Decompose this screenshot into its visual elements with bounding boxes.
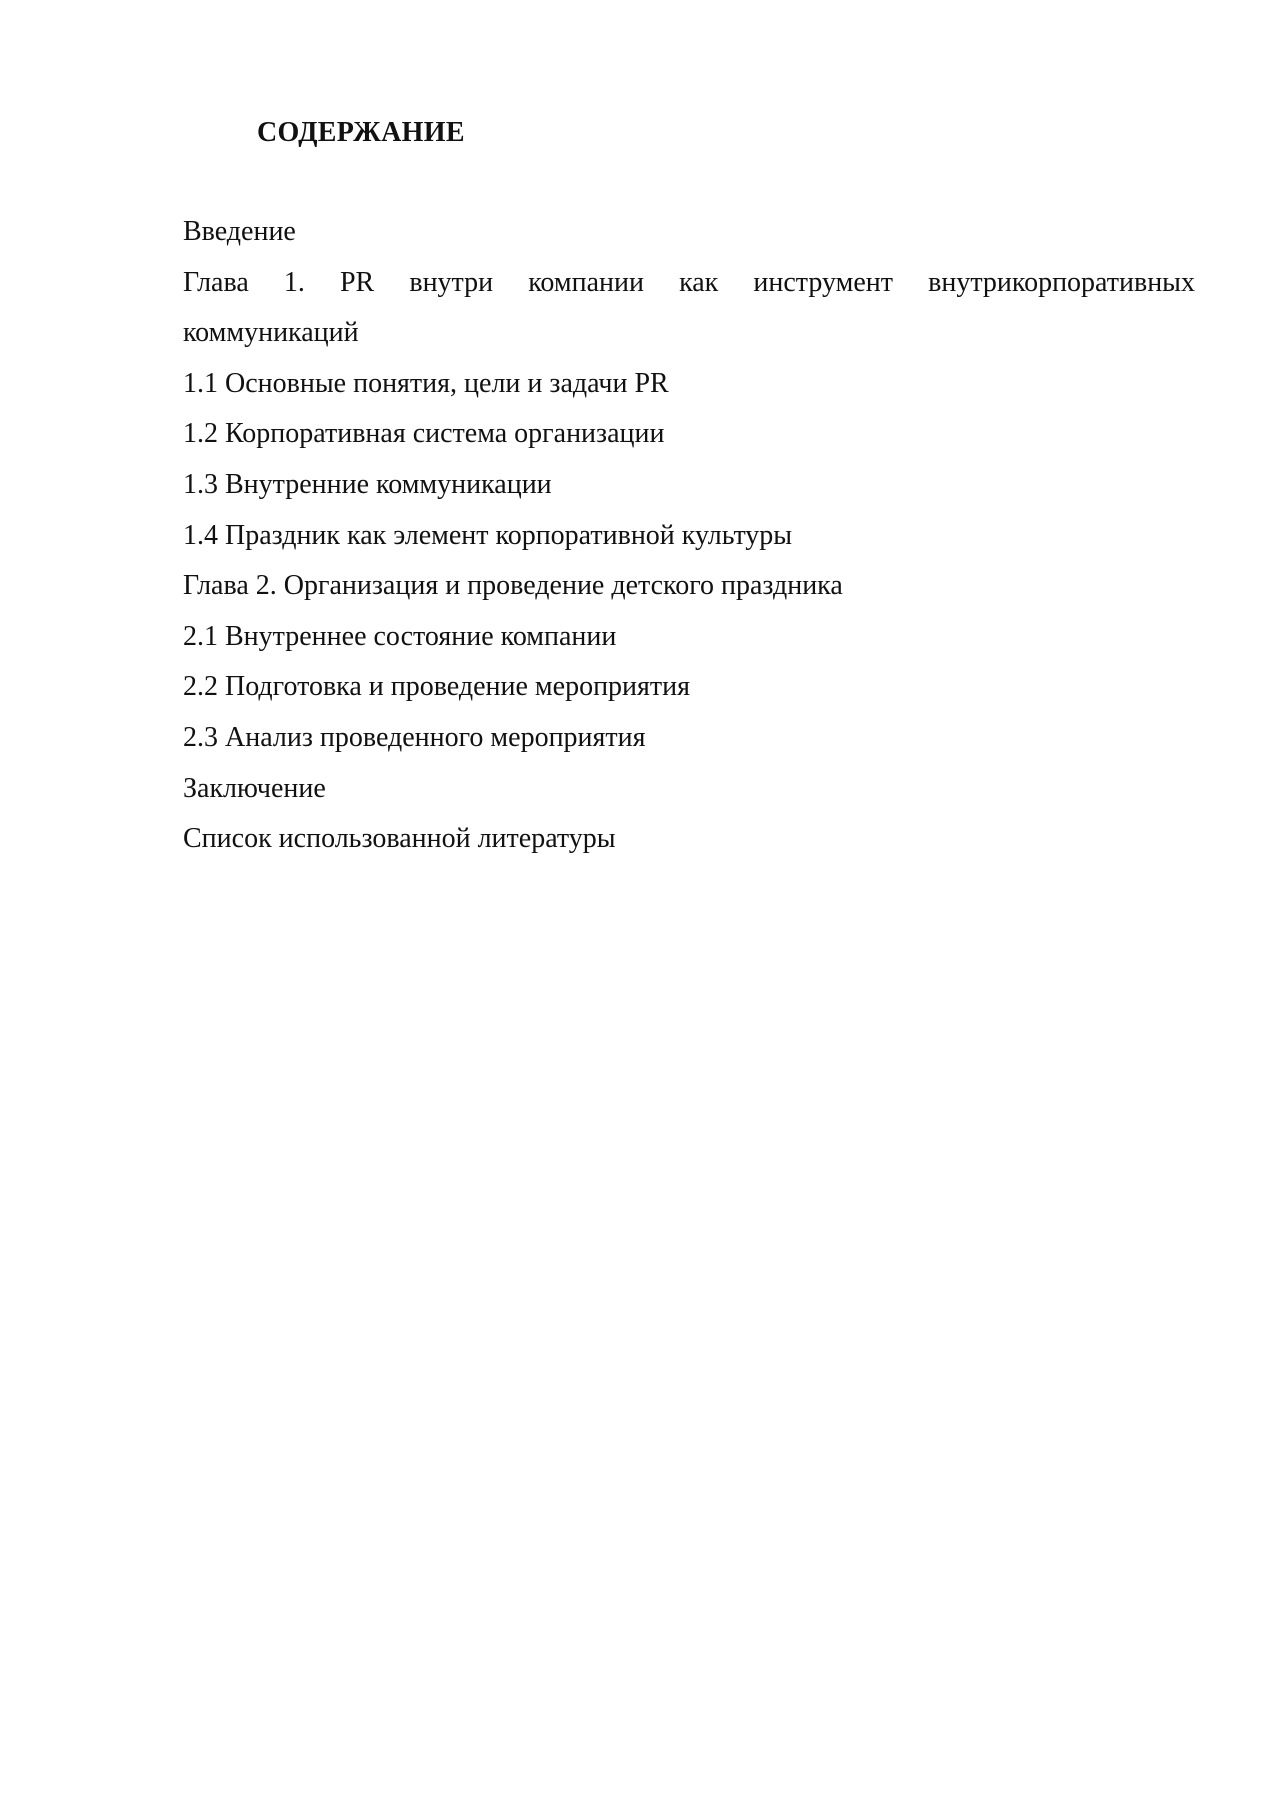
toc-item-chapter-2: Глава 2. Организация и проведение детского праздника: [183, 570, 843, 602]
toc-item-bibliography: Список использованной литературы: [183, 823, 616, 855]
toc-item-section-1-2: 1.2 Корпоративная система организации: [183, 418, 665, 450]
page-title: СОДЕРЖАНИЕ: [257, 117, 465, 148]
table-of-contents: [183, 207, 1195, 865]
toc-item-chapter-1: Глава 1. PR внутри компании как инструмент внутрикорпоративных коммуникаций: [183, 266, 1195, 349]
toc-item-introduction: Введение: [183, 216, 296, 247]
toc-item-section-2-3: 2.3 Анализ проведенного мероприятия: [183, 721, 646, 753]
toc-item-section-2-1: 2.1 Внутреннее состояние компании: [183, 620, 617, 652]
toc-item-section-1-4: 1.4 Праздник как элемент корпоративной культуры: [183, 519, 793, 551]
toc-item-section-1-3: 1.3 Внутренние коммуникации: [183, 468, 552, 500]
toc-item-section-1-1: 1.1 Основные понятия, цели и задачи PR: [183, 367, 669, 399]
toc-item-conclusion: Заключение: [183, 772, 326, 804]
toc-item-section-2-2: 2.2 Подготовка и проведение мероприятия: [183, 671, 691, 703]
